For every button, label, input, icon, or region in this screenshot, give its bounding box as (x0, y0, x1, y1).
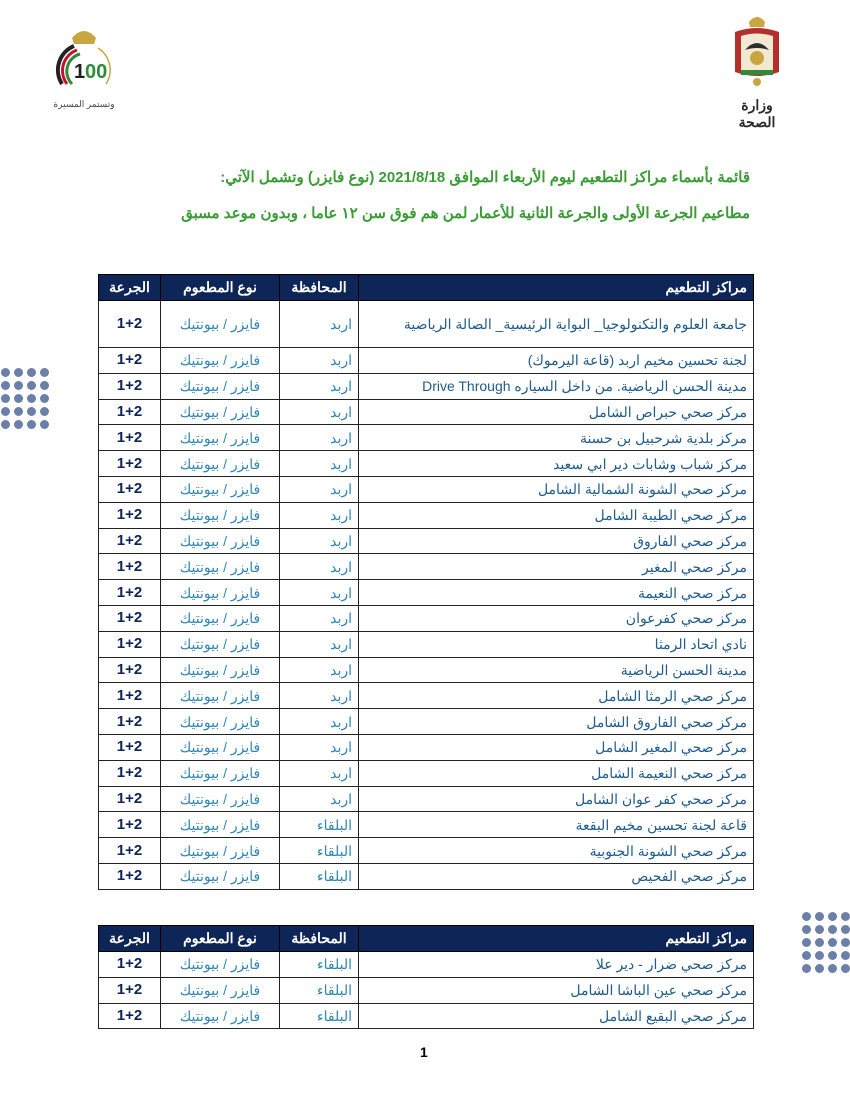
vaccination-centers-table-1 (98, 274, 754, 890)
table-row (99, 952, 754, 978)
column-header-governorate: المحافظة (280, 926, 359, 952)
centennial-slogan: وتستمر المسيرة (53, 99, 115, 109)
dose-cell: 1+2 (99, 502, 161, 528)
dot (14, 381, 23, 390)
center-name: مركز صحي البقيع الشامل (359, 1003, 754, 1029)
governorate-cell: اربد (280, 528, 359, 554)
governorate-cell: اربد (280, 476, 359, 502)
dot (1, 420, 10, 429)
vaccine-type-cell: فايزر / بيونتيك (161, 709, 280, 735)
vaccine-type-cell: فايزر / بيونتيك (161, 301, 280, 348)
dot (815, 951, 824, 960)
dose-cell: 1+2 (99, 425, 161, 451)
dose-cell: 1+2 (99, 977, 161, 1003)
table-row (99, 1003, 754, 1029)
dose-cell: 1+2 (99, 734, 161, 760)
table-row (99, 657, 754, 683)
dot (815, 964, 824, 973)
governorate-cell: اربد (280, 760, 359, 786)
vaccine-type-cell: فايزر / بيونتيك (161, 399, 280, 425)
dose-cell: 1+2 (99, 301, 161, 348)
governorate-cell: اربد (280, 301, 359, 348)
governorate-cell: اربد (280, 734, 359, 760)
table-row (99, 425, 754, 451)
governorate-cell: اربد (280, 709, 359, 735)
dot (1, 381, 10, 390)
governorate-cell: اربد (280, 580, 359, 606)
governorate-cell: البلقاء (280, 952, 359, 978)
dot (802, 951, 811, 960)
table-row (99, 528, 754, 554)
table-row (99, 734, 754, 760)
center-name: مركز شباب وشابات دير ابي سعيد (359, 451, 754, 477)
table-row (99, 977, 754, 1003)
table-row (99, 554, 754, 580)
governorate-cell: اربد (280, 786, 359, 812)
vaccine-type-cell: فايزر / بيونتيك (161, 734, 280, 760)
table-header-row (99, 926, 754, 952)
column-header-dose: الجرعة (99, 275, 161, 301)
vaccine-type-cell: فايزر / بيونتيك (161, 373, 280, 399)
vaccine-type-cell: فايزر / بيونتيك (161, 1003, 280, 1029)
center-name: مركز صحي الرمثا الشامل (359, 683, 754, 709)
dot (841, 925, 850, 934)
vaccine-type-cell: فايزر / بيونتيك (161, 838, 280, 864)
governorate-cell: اربد (280, 425, 359, 451)
governorate-cell: البلقاء (280, 863, 359, 889)
dot (40, 381, 49, 390)
table-row (99, 760, 754, 786)
table-row (99, 451, 754, 477)
table-row (99, 683, 754, 709)
vaccine-type-cell: فايزر / بيونتيك (161, 863, 280, 889)
center-name: مركز صحي الشونة الجنوبية (359, 838, 754, 864)
dose-cell: 1+2 (99, 1003, 161, 1029)
dose-cell: 1+2 (99, 605, 161, 631)
table-row (99, 301, 754, 348)
dose-cell: 1+2 (99, 812, 161, 838)
dose-cell: 1+2 (99, 373, 161, 399)
governorate-cell: اربد (280, 451, 359, 477)
dot (828, 912, 837, 921)
dot (27, 368, 36, 377)
dose-cell: 1+2 (99, 952, 161, 978)
dose-cell: 1+2 (99, 709, 161, 735)
center-name: لجنة تحسين مخيم اربد (قاعة اليرموك) (359, 348, 754, 374)
governorate-cell: البلقاء (280, 812, 359, 838)
table-row (99, 709, 754, 735)
dot (14, 394, 23, 403)
dot (802, 938, 811, 947)
dot (40, 394, 49, 403)
center-name: مركز بلدية شرحبيل بن حسنة (359, 425, 754, 451)
svg-text:1: 1 (74, 61, 86, 83)
dose-cell: 1+2 (99, 657, 161, 683)
dot (828, 964, 837, 973)
governorate-cell: اربد (280, 605, 359, 631)
center-name: مركز صحي الفاروق الشامل (359, 709, 754, 735)
center-name: مركز صحي حبراص الشامل (359, 399, 754, 425)
center-name: نادي اتحاد الرمثا (359, 631, 754, 657)
dot (40, 420, 49, 429)
dot (27, 420, 36, 429)
dot (815, 912, 824, 921)
governorate-cell: اربد (280, 502, 359, 528)
governorate-cell: اربد (280, 399, 359, 425)
center-name: قاعة لجنة تحسين مخيم البقعة (359, 812, 754, 838)
table-row (99, 476, 754, 502)
dot (1, 368, 10, 377)
document-title: قائمة بأسماء مراكز التطعيم ليوم الأربعاء الموافق 2021/8/18 (نوع فايزر) وتشمل الآتي: (220, 169, 750, 186)
governorate-cell: اربد (280, 348, 359, 374)
table-row (99, 631, 754, 657)
center-name: مدينة الحسن الرياضية (359, 657, 754, 683)
dot (841, 964, 850, 973)
center-name: مركز صحي ضرار - دير علا (359, 952, 754, 978)
centennial-logo (44, 24, 124, 110)
vaccine-type-cell: فايزر / بيونتيك (161, 348, 280, 374)
vaccination-centers-table-2 (98, 925, 754, 1029)
vaccine-type-cell: فايزر / بيونتيك (161, 657, 280, 683)
dose-cell: 1+2 (99, 786, 161, 812)
dot (14, 407, 23, 416)
vaccine-type-cell: فايزر / بيونتيك (161, 580, 280, 606)
center-name: مركز صحي الفاروق (359, 528, 754, 554)
table-row (99, 348, 754, 374)
center-name: مركز صحي النعيمة (359, 580, 754, 606)
coat-of-arms-icon (727, 12, 787, 90)
column-header-dose: الجرعة (99, 926, 161, 952)
column-header-governorate: المحافظة (280, 275, 359, 301)
vaccine-type-cell: فايزر / بيونتيك (161, 812, 280, 838)
vaccine-type-cell: فايزر / بيونتيك (161, 977, 280, 1003)
dot (802, 925, 811, 934)
vaccine-type-cell: فايزر / بيونتيك (161, 476, 280, 502)
dose-cell: 1+2 (99, 838, 161, 864)
table-row (99, 399, 754, 425)
governorate-cell: اربد (280, 373, 359, 399)
decorative-dot-grid-right (802, 912, 850, 973)
ministry-logo (722, 12, 792, 130)
dot (815, 938, 824, 947)
dose-cell: 1+2 (99, 554, 161, 580)
dot (14, 368, 23, 377)
dose-cell: 1+2 (99, 528, 161, 554)
dose-cell: 1+2 (99, 683, 161, 709)
dose-cell: 1+2 (99, 399, 161, 425)
center-name: مركز صحي عين الباشا الشامل (359, 977, 754, 1003)
column-header-vaccine: نوع المطعوم (161, 275, 280, 301)
center-name: مركز صحي الطيبة الشامل (359, 502, 754, 528)
dot (1, 394, 10, 403)
governorate-cell: اربد (280, 657, 359, 683)
table-row (99, 373, 754, 399)
vaccine-type-cell: فايزر / بيونتيك (161, 605, 280, 631)
dot (40, 407, 49, 416)
center-name: مركز صحي المغير (359, 554, 754, 580)
table-header-row (99, 275, 754, 301)
vaccine-type-cell: فايزر / بيونتيك (161, 451, 280, 477)
vaccine-type-cell: فايزر / بيونتيك (161, 786, 280, 812)
table-row (99, 502, 754, 528)
dose-cell: 1+2 (99, 348, 161, 374)
table-row (99, 605, 754, 631)
svg-text:00: 00 (85, 61, 108, 83)
table-row (99, 863, 754, 889)
dot (14, 420, 23, 429)
center-name: مركز صحي الشونة الشمالية الشامل (359, 476, 754, 502)
dot (828, 951, 837, 960)
column-header-center: مراكز التطعيم (359, 926, 754, 952)
governorate-cell: اربد (280, 554, 359, 580)
table-row (99, 838, 754, 864)
table-row (99, 580, 754, 606)
governorate-cell: البلقاء (280, 1003, 359, 1029)
dose-cell: 1+2 (99, 476, 161, 502)
dot (802, 912, 811, 921)
column-header-vaccine: نوع المطعوم (161, 926, 280, 952)
page-number: 1 (420, 1044, 428, 1060)
table-row (99, 812, 754, 838)
center-name: مركز صحي كفرعوان (359, 605, 754, 631)
dose-cell: 1+2 (99, 631, 161, 657)
dot (828, 938, 837, 947)
center-name: مدينة الحسن الرياضية. من داخل السياره Drive Through (359, 373, 754, 399)
dot (815, 925, 824, 934)
dot (40, 368, 49, 377)
dot (841, 938, 850, 947)
vaccine-type-cell: فايزر / بيونتيك (161, 683, 280, 709)
dot (1, 407, 10, 416)
vaccine-type-cell: فايزر / بيونتيك (161, 760, 280, 786)
center-name: جامعة العلوم والتكنولوجيا_ البواية الرئيسية_ الصالة الرياضية (359, 301, 754, 348)
table-row (99, 786, 754, 812)
vaccine-type-cell: فايزر / بيونتيك (161, 502, 280, 528)
vaccine-type-cell: فايزر / بيونتيك (161, 631, 280, 657)
column-header-center: مراكز التطعيم (359, 275, 754, 301)
vaccine-type-cell: فايزر / بيونتيك (161, 528, 280, 554)
governorate-cell: البلقاء (280, 838, 359, 864)
ministry-name: وزارة الصحة (738, 97, 776, 130)
center-name: مركز صحي الفحيص (359, 863, 754, 889)
governorate-cell: البلقاء (280, 977, 359, 1003)
dose-cell: 1+2 (99, 760, 161, 786)
governorate-cell: اربد (280, 631, 359, 657)
dot (841, 912, 850, 921)
dot (828, 925, 837, 934)
vaccine-type-cell: فايزر / بيونتيك (161, 554, 280, 580)
dose-cell: 1+2 (99, 451, 161, 477)
document-subtitle: مطاعيم الجرعة الأولى والجرعة الثانية للأعمار لمن هم فوق سن ١٢ عاما ، وبدون موعد مسبق (181, 205, 750, 222)
center-name: مركز صحي المغير الشامل (359, 734, 754, 760)
dot (27, 381, 36, 390)
center-name: مركز صحي النعيمة الشامل (359, 760, 754, 786)
centennial-emblem-icon (44, 24, 124, 96)
dose-cell: 1+2 (99, 580, 161, 606)
dot (802, 964, 811, 973)
dose-cell: 1+2 (99, 863, 161, 889)
vaccine-type-cell: فايزر / بيونتيك (161, 952, 280, 978)
dot (27, 407, 36, 416)
dot (841, 951, 850, 960)
dot (27, 394, 36, 403)
center-name: مركز صحي كفر عوان الشامل (359, 786, 754, 812)
governorate-cell: اربد (280, 683, 359, 709)
vaccine-type-cell: فايزر / بيونتيك (161, 425, 280, 451)
decorative-dot-grid-left (1, 368, 49, 429)
